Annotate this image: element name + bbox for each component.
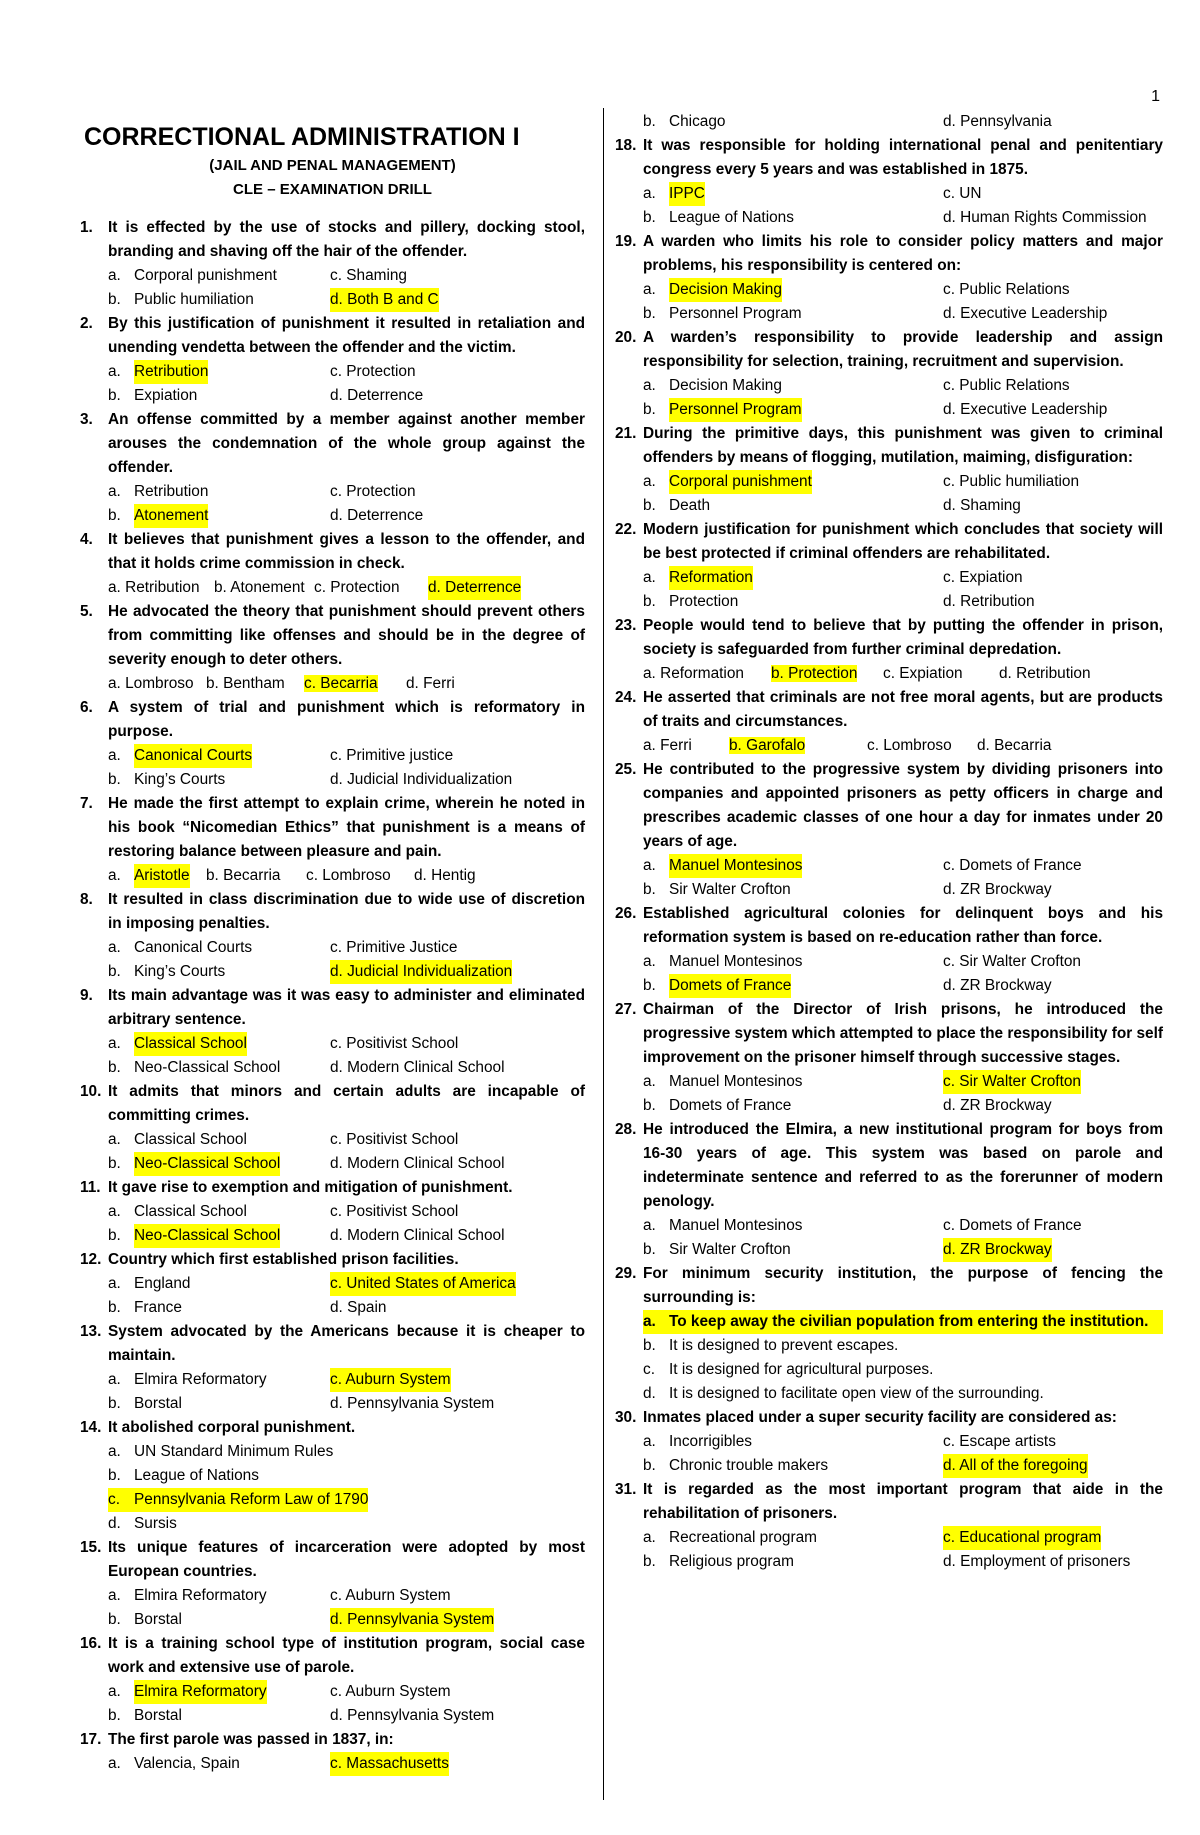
option-a: Canonical Courts bbox=[134, 939, 253, 956]
option-a: Recreational program bbox=[669, 1529, 817, 1546]
option-d: d. Deterrence bbox=[330, 387, 424, 404]
question-number: 12. bbox=[80, 1251, 102, 1268]
option-d: d. ZR Brockway bbox=[943, 977, 1052, 994]
option-d: d. ZR Brockway bbox=[943, 881, 1052, 898]
option-a: Corporal punishment bbox=[134, 267, 277, 284]
option-c: c. Domets of France bbox=[943, 1217, 1082, 1234]
option-d: d. Pennsylvania System bbox=[330, 1707, 495, 1724]
question-28 bbox=[615, 1118, 1163, 1262]
question-9 bbox=[80, 984, 585, 1080]
option-b: France bbox=[134, 1299, 182, 1316]
option-label: b. bbox=[108, 1155, 121, 1172]
question-14 bbox=[80, 1416, 585, 1536]
option-b: Borstal bbox=[134, 1395, 182, 1412]
option-a: Decision Making bbox=[669, 377, 782, 394]
option-a-answer: Reformation bbox=[669, 566, 753, 590]
exam-label: CLE – EXAMINATION DRILL bbox=[233, 181, 432, 198]
option-label: c. bbox=[108, 1491, 120, 1508]
option-a: Manuel Montesinos bbox=[669, 1073, 803, 1090]
question-text: He advocated the theory that punishment should prevent others from committing like offenses and should be in the degree of severity enough to deter others. bbox=[108, 603, 585, 668]
option-label: b. bbox=[643, 1457, 656, 1474]
option-label: c. bbox=[643, 1361, 655, 1378]
question-text: A system of trial and punishment which is reformatory in purpose. bbox=[108, 699, 585, 740]
option-label: b. bbox=[108, 1467, 121, 1484]
question-number: 29. bbox=[615, 1265, 637, 1282]
question-10 bbox=[80, 1080, 585, 1176]
option-a: a. Retribution bbox=[108, 579, 200, 596]
question-number: 6. bbox=[80, 699, 93, 716]
option-b: Public humiliation bbox=[134, 291, 254, 308]
question-8 bbox=[80, 888, 585, 984]
option-d: d. Spain bbox=[330, 1299, 387, 1316]
option-label: a. bbox=[643, 377, 656, 394]
question-text: Country which first established prison facilities. bbox=[108, 1251, 459, 1268]
option-b: It is designed to prevent escapes. bbox=[669, 1337, 899, 1354]
option-label: a. bbox=[108, 1371, 121, 1388]
option-d: d. Deterrence bbox=[330, 507, 424, 524]
option-label: a. bbox=[643, 1217, 656, 1234]
option-c: c. Auburn System bbox=[330, 1587, 451, 1604]
option-b-answer: Neo-Classical School bbox=[134, 1224, 280, 1248]
question-text: Inmates placed under a super security facility are considered as: bbox=[643, 1409, 1117, 1426]
question-19 bbox=[615, 230, 1163, 326]
option-a: Elmira Reformatory bbox=[134, 1371, 267, 1388]
option-label: a. bbox=[643, 1313, 656, 1330]
option-d: d. Executive Leadership bbox=[943, 305, 1108, 322]
option-c: c. Auburn System bbox=[330, 1683, 451, 1700]
question-30 bbox=[615, 1406, 1163, 1478]
option-c-answer: c. United States of America bbox=[330, 1272, 516, 1296]
option-c: c. Shaming bbox=[330, 267, 407, 284]
question-text: Its main advantage was it was easy to administer and eliminated arbitrary sentence. bbox=[108, 987, 585, 1028]
question-31 bbox=[615, 1478, 1163, 1574]
question-text: Its unique features of incarceration were adopted by most European countries. bbox=[108, 1539, 585, 1580]
option-b: King’s Courts bbox=[134, 963, 226, 980]
option-c-answer: c. Sir Walter Crofton bbox=[943, 1070, 1081, 1094]
question-text: It was responsible for holding international penal and penitentiary congress every 5 years and was established in 1875. bbox=[643, 137, 1163, 178]
option-a-answer: Aristotle bbox=[134, 864, 190, 888]
question-number: 8. bbox=[80, 891, 93, 908]
option-a-answer: Elmira Reformatory bbox=[134, 1680, 267, 1704]
option-label: d. bbox=[108, 1515, 121, 1532]
option-d-answer: d. Pennsylvania System bbox=[330, 1608, 494, 1632]
option-b: Domets of France bbox=[669, 1097, 792, 1114]
option-label: b. bbox=[108, 1299, 121, 1316]
question-number: 20. bbox=[615, 329, 637, 346]
question-text: It is a training school type of institution program, social case work and extensive use of parole. bbox=[108, 1635, 585, 1676]
option-d: d. Employment of prisoners bbox=[943, 1553, 1131, 1570]
question-text: It abolished corporal punishment. bbox=[108, 1419, 356, 1436]
question-number: 31. bbox=[615, 1481, 637, 1498]
option-b: Religious program bbox=[669, 1553, 794, 1570]
option-d: d. Ferri bbox=[406, 675, 455, 692]
option-label: a. bbox=[643, 1433, 656, 1450]
question-text: For minimum security institution, the purpose of fencing the surrounding is: bbox=[643, 1265, 1163, 1306]
question-18 bbox=[615, 134, 1163, 230]
question-number: 1. bbox=[80, 219, 93, 236]
option-label: b. bbox=[108, 507, 121, 524]
option-d: d. Pennsylvania System bbox=[330, 1395, 495, 1412]
option-label: b. bbox=[108, 1611, 121, 1628]
question-22 bbox=[615, 518, 1163, 614]
question-text: It believes that punishment gives a lesson to the offender, and that it holds crime commission in check. bbox=[108, 531, 585, 572]
question-number: 9. bbox=[80, 987, 93, 1004]
option-a-answer: To keep away the civilian population from entering the institution. bbox=[669, 1313, 1149, 1330]
option-label: b. bbox=[643, 113, 656, 130]
option-label: b. bbox=[643, 881, 656, 898]
question-2 bbox=[80, 312, 585, 408]
question-text: It is effected by the use of stocks and pillery, docking stool, branding and shaving off the hair of the offender. bbox=[108, 219, 585, 260]
question-23 bbox=[615, 614, 1163, 686]
question-number: 28. bbox=[615, 1121, 637, 1138]
option-label: a. bbox=[108, 1443, 121, 1460]
option-a-answer: Classical School bbox=[134, 1032, 247, 1056]
question-text: He made the first attempt to explain crime, wherein he noted in his book “Nicomedian Ethics” that punishment is a means of restoring balance between pleasure and pain. bbox=[108, 795, 585, 860]
question-26 bbox=[615, 902, 1163, 998]
question-text: It admits that minors and certain adults are incapable of committing crimes. bbox=[108, 1083, 585, 1124]
option-c-answer: c. Massachusetts bbox=[330, 1752, 449, 1776]
option-b: Personnel Program bbox=[669, 305, 802, 322]
question-number: 5. bbox=[80, 603, 93, 620]
option-d: d. Executive Leadership bbox=[943, 401, 1108, 418]
option-d: d. Judicial Individualization bbox=[330, 771, 513, 788]
option-label: b. bbox=[643, 1097, 656, 1114]
option-d: d. Retribution bbox=[999, 665, 1091, 682]
option-a-answer: Corporal punishment bbox=[669, 470, 812, 494]
option-d: Sursis bbox=[134, 1515, 177, 1532]
document-title: CORRECTIONAL ADMINISTRATION I bbox=[84, 123, 520, 151]
option-label: b. bbox=[108, 1395, 121, 1412]
option-c: c. Primitive justice bbox=[330, 747, 454, 764]
option-b: League of Nations bbox=[669, 209, 794, 226]
option-a: a. Ferri bbox=[643, 737, 692, 754]
question-number: 25. bbox=[615, 761, 637, 778]
option-c: c. Primitive Justice bbox=[330, 939, 458, 956]
question-6 bbox=[80, 696, 585, 792]
question-number: 22. bbox=[615, 521, 637, 538]
question-number: 23. bbox=[615, 617, 637, 634]
option-label: a. bbox=[108, 1755, 121, 1772]
option-label: b. bbox=[643, 1241, 656, 1258]
option-c: c. Lombroso bbox=[867, 737, 952, 754]
option-c: c. Positivist School bbox=[330, 1131, 459, 1148]
option-label: a. bbox=[643, 185, 656, 202]
option-d: d. Becarria bbox=[977, 737, 1052, 754]
option-label: a. bbox=[108, 939, 121, 956]
option-label: a. bbox=[108, 1131, 121, 1148]
option-b: b. Bentham bbox=[206, 675, 285, 692]
question-29 bbox=[615, 1262, 1163, 1406]
option-c: c. Protection bbox=[330, 483, 416, 500]
right-column bbox=[615, 110, 1163, 1574]
option-d-answer: d. Deterrence bbox=[428, 576, 521, 600]
option-b: Borstal bbox=[134, 1611, 182, 1628]
option-a: Classical School bbox=[134, 1131, 247, 1148]
question-number: 11. bbox=[80, 1179, 101, 1196]
option-b: King’s Courts bbox=[134, 771, 226, 788]
option-c-answer: c. Auburn System bbox=[330, 1368, 451, 1392]
option-label: b. bbox=[108, 1059, 121, 1076]
question-number: 2. bbox=[80, 315, 93, 332]
question-text: System advocated by the Americans because it is cheaper to maintain. bbox=[108, 1323, 585, 1364]
option-c: c. Positivist School bbox=[330, 1203, 459, 1220]
option-d: d. Retribution bbox=[943, 593, 1035, 610]
question-number: 26. bbox=[615, 905, 637, 922]
question-number: 27. bbox=[615, 1001, 637, 1018]
option-a-answer: IPPC bbox=[669, 182, 705, 206]
question-text: Established agricultural colonies for delinquent boys and his reformation system is based on re-education rather than force. bbox=[643, 905, 1163, 946]
option-d: d. Modern Clinical School bbox=[330, 1155, 505, 1172]
option-b-answer: b. Garofalo bbox=[729, 737, 806, 754]
option-c: c. Expiation bbox=[943, 569, 1023, 586]
document-subtitle: (JAIL AND PENAL MANAGEMENT) bbox=[209, 157, 456, 174]
option-label: b. bbox=[108, 963, 121, 980]
option-a: Valencia, Spain bbox=[134, 1755, 240, 1772]
question-text: He contributed to the progressive system by dividing prisoners into companies and appointed prisoners as petty officers in charge and prescribes academic classes of one hour a day for inmates under 20 years of age. bbox=[643, 761, 1163, 850]
question-text: By this justification of punishment it resulted in retaliation and unending vendetta between the offender and the victim. bbox=[108, 315, 585, 356]
option-c: c. Protection bbox=[314, 579, 400, 596]
question-15 bbox=[80, 1536, 585, 1632]
option-label: a. bbox=[108, 747, 121, 764]
question-13 bbox=[80, 1320, 585, 1416]
option-a: a. Lombroso bbox=[108, 675, 194, 692]
option-a-answer: Canonical Courts bbox=[134, 744, 252, 768]
option-a: Manuel Montesinos bbox=[669, 1217, 803, 1234]
option-d: d. ZR Brockway bbox=[943, 1097, 1052, 1114]
option-b: League of Nations bbox=[134, 1467, 259, 1484]
question-17-continued bbox=[615, 110, 1163, 134]
option-c: c. Sir Walter Crofton bbox=[943, 953, 1081, 970]
option-label: a. bbox=[108, 483, 121, 500]
question-text: It is regarded as the most important program that aide in the rehabilitation of prisoners. bbox=[643, 1481, 1163, 1522]
option-a: a. Reformation bbox=[643, 665, 744, 682]
question-number: 13. bbox=[80, 1323, 102, 1340]
question-number: 30. bbox=[615, 1409, 637, 1426]
option-b: Borstal bbox=[134, 1707, 182, 1724]
option-b: Protection bbox=[669, 593, 739, 610]
option-c: c. Public Relations bbox=[943, 281, 1070, 298]
option-b-answer: Neo-Classical School bbox=[134, 1152, 280, 1176]
option-b-answer: Atonement bbox=[134, 504, 208, 528]
question-16 bbox=[80, 1632, 585, 1728]
option-label: b. bbox=[108, 771, 121, 788]
question-number: 21. bbox=[615, 425, 637, 442]
option-c: c. Public Relations bbox=[943, 377, 1070, 394]
question-text: People would tend to believe that by putting the offender in prison, society is safeguarded from further criminal depredation. bbox=[643, 617, 1163, 658]
option-label: b. bbox=[643, 1337, 656, 1354]
option-label: d. bbox=[643, 1385, 656, 1402]
option-label: a. bbox=[108, 1203, 121, 1220]
question-12 bbox=[80, 1248, 585, 1320]
question-number: 17. bbox=[80, 1731, 102, 1748]
option-b: Sir Walter Crofton bbox=[669, 881, 791, 898]
question-text: A warden who limits his role to consider policy matters and major problems, his responsibility is centered on: bbox=[643, 233, 1163, 274]
question-17 bbox=[80, 1728, 585, 1776]
page-number: 1 bbox=[1151, 88, 1160, 105]
option-label: a. bbox=[108, 363, 121, 380]
option-a-answer: Decision Making bbox=[669, 278, 782, 302]
option-label: b. bbox=[643, 1553, 656, 1570]
option-d-answer: d. All of the foregoing bbox=[943, 1454, 1088, 1478]
option-a-answer: Retribution bbox=[134, 360, 208, 384]
option-c-answer: c. Educational program bbox=[943, 1526, 1101, 1550]
option-b: Sir Walter Crofton bbox=[669, 1241, 791, 1258]
option-c-answer: Pennsylvania Reform Law of 1790 bbox=[134, 1491, 369, 1508]
left-column bbox=[80, 110, 585, 1776]
question-text: He introduced the Elmira, a new institutional program for boys from 16-30 years of age. This system was based on parole and indeterminate sentence and referred to as the forerunner of modern penology. bbox=[643, 1121, 1163, 1210]
question-20 bbox=[615, 326, 1163, 422]
option-b: Chronic trouble makers bbox=[669, 1457, 829, 1474]
option-label: b. bbox=[108, 1707, 121, 1724]
option-label: a. bbox=[643, 1073, 656, 1090]
option-label: a. bbox=[643, 857, 656, 874]
question-number: 16. bbox=[80, 1635, 102, 1652]
option-d: d. Hentig bbox=[414, 867, 476, 884]
option-label: a. bbox=[643, 569, 656, 586]
option-b: Chicago bbox=[669, 113, 726, 130]
option-d: d. Modern Clinical School bbox=[330, 1059, 505, 1076]
option-d: d. Human Rights Commission bbox=[943, 209, 1147, 226]
question-text: Chairman of the Director of Irish prisons, he introduced the progressive system which attempted to place the responsibility for self improvement on the prisoner himself through successive stages. bbox=[643, 1001, 1164, 1066]
option-d-answer: d. Judicial Individualization bbox=[330, 960, 512, 984]
question-text: He asserted that criminals are not free moral agents, but are products of traits and circumstances. bbox=[643, 689, 1163, 730]
option-label: a. bbox=[643, 953, 656, 970]
option-b: Expiation bbox=[134, 387, 198, 404]
question-number: 19. bbox=[615, 233, 637, 250]
option-b-answer: Domets of France bbox=[669, 974, 791, 998]
option-d-answer: d. Both B and C bbox=[330, 288, 439, 312]
option-a: UN Standard Minimum Rules bbox=[134, 1443, 334, 1460]
option-c: c. Expiation bbox=[883, 665, 963, 682]
option-b: Death bbox=[669, 497, 711, 514]
title-block bbox=[80, 120, 585, 202]
question-number: 18. bbox=[615, 137, 637, 154]
option-label: a. bbox=[643, 1529, 656, 1546]
option-a: Classical School bbox=[134, 1203, 247, 1220]
option-a: Manuel Montesinos bbox=[669, 953, 803, 970]
option-d: d. Shaming bbox=[943, 497, 1021, 514]
question-number: 14. bbox=[80, 1419, 102, 1436]
option-label: b. bbox=[108, 1227, 121, 1244]
option-label: a. bbox=[108, 1683, 121, 1700]
question-text: A warden’s responsibility to provide leadership and assign responsibility for selection, training, recruitment and supervision. bbox=[643, 329, 1163, 370]
option-d: d. Modern Clinical School bbox=[330, 1227, 505, 1244]
option-b: b. Becarria bbox=[206, 867, 281, 884]
option-label: b. bbox=[643, 977, 656, 994]
option-c: c. Positivist School bbox=[330, 1035, 459, 1052]
question-number: 7. bbox=[80, 795, 93, 812]
option-label: b. bbox=[643, 209, 656, 226]
option-label: a. bbox=[108, 1587, 121, 1604]
option-b-answer: b. Protection bbox=[771, 665, 858, 682]
option-a: Retribution bbox=[134, 483, 209, 500]
question-24 bbox=[615, 686, 1163, 758]
option-label: b. bbox=[643, 305, 656, 322]
option-b: b. Atonement bbox=[214, 579, 305, 596]
option-b-answer: Personnel Program bbox=[669, 398, 802, 422]
option-c: c. Lombroso bbox=[306, 867, 391, 884]
option-label: a. bbox=[108, 267, 121, 284]
question-number: 4. bbox=[80, 531, 93, 548]
question-21 bbox=[615, 422, 1163, 518]
option-label: a. bbox=[108, 1035, 121, 1052]
option-label: b. bbox=[108, 291, 121, 308]
option-c: c. Public humiliation bbox=[943, 473, 1080, 490]
option-c: c. Protection bbox=[330, 363, 416, 380]
option-c: It is designed for agricultural purposes. bbox=[669, 1361, 934, 1378]
option-label: a. bbox=[643, 281, 656, 298]
option-a: Incorrigibles bbox=[669, 1433, 752, 1450]
question-5 bbox=[80, 600, 585, 696]
option-a: Elmira Reformatory bbox=[134, 1587, 267, 1604]
option-label: b. bbox=[643, 401, 656, 418]
option-d-answer: d. ZR Brockway bbox=[943, 1238, 1052, 1262]
question-text: It resulted in class discrimination due to wide use of discretion in imposing penalties. bbox=[108, 891, 585, 932]
option-label: a. bbox=[108, 867, 121, 884]
question-text: The first parole was passed in 1837, in: bbox=[108, 1731, 394, 1748]
question-text: It gave rise to exemption and mitigation of punishment. bbox=[108, 1179, 513, 1196]
column-divider bbox=[603, 108, 604, 1800]
option-d: d. Pennsylvania bbox=[943, 113, 1052, 130]
option-label: b. bbox=[643, 497, 656, 514]
question-text: An offense committed by a member against another member arouses the condemnation of the whole group against the offender. bbox=[108, 411, 585, 476]
question-text: During the primitive days, this punishment was given to criminal offenders by means of flogging, mutilation, maiming, disfiguration: bbox=[643, 425, 1163, 466]
question-number: 3. bbox=[80, 411, 93, 428]
question-25 bbox=[615, 758, 1163, 902]
question-1 bbox=[80, 216, 585, 312]
option-a: England bbox=[134, 1275, 191, 1292]
option-label: a. bbox=[643, 473, 656, 490]
option-c: c. UN bbox=[943, 185, 982, 202]
question-number: 24. bbox=[615, 689, 637, 706]
question-7 bbox=[80, 792, 585, 888]
option-c: c. Escape artists bbox=[943, 1433, 1056, 1450]
option-c-answer: c. Becarria bbox=[304, 675, 378, 692]
option-label: a. bbox=[108, 1275, 121, 1292]
question-number: 15. bbox=[80, 1539, 102, 1556]
option-label: b. bbox=[108, 387, 121, 404]
option-c: c. Domets of France bbox=[943, 857, 1082, 874]
question-27 bbox=[615, 998, 1163, 1118]
option-b: Neo-Classical School bbox=[134, 1059, 281, 1076]
question-number: 10. bbox=[80, 1083, 102, 1100]
question-4 bbox=[80, 528, 585, 600]
question-11 bbox=[80, 1176, 585, 1248]
option-d: It is designed to facilitate open view of the surrounding. bbox=[669, 1385, 1044, 1402]
option-a-answer: Manuel Montesinos bbox=[669, 854, 802, 878]
question-text: Modern justification for punishment which concludes that society will be best protected if criminal offenders are rehabilitated. bbox=[643, 521, 1163, 562]
option-label: b. bbox=[643, 593, 656, 610]
question-3 bbox=[80, 408, 585, 528]
